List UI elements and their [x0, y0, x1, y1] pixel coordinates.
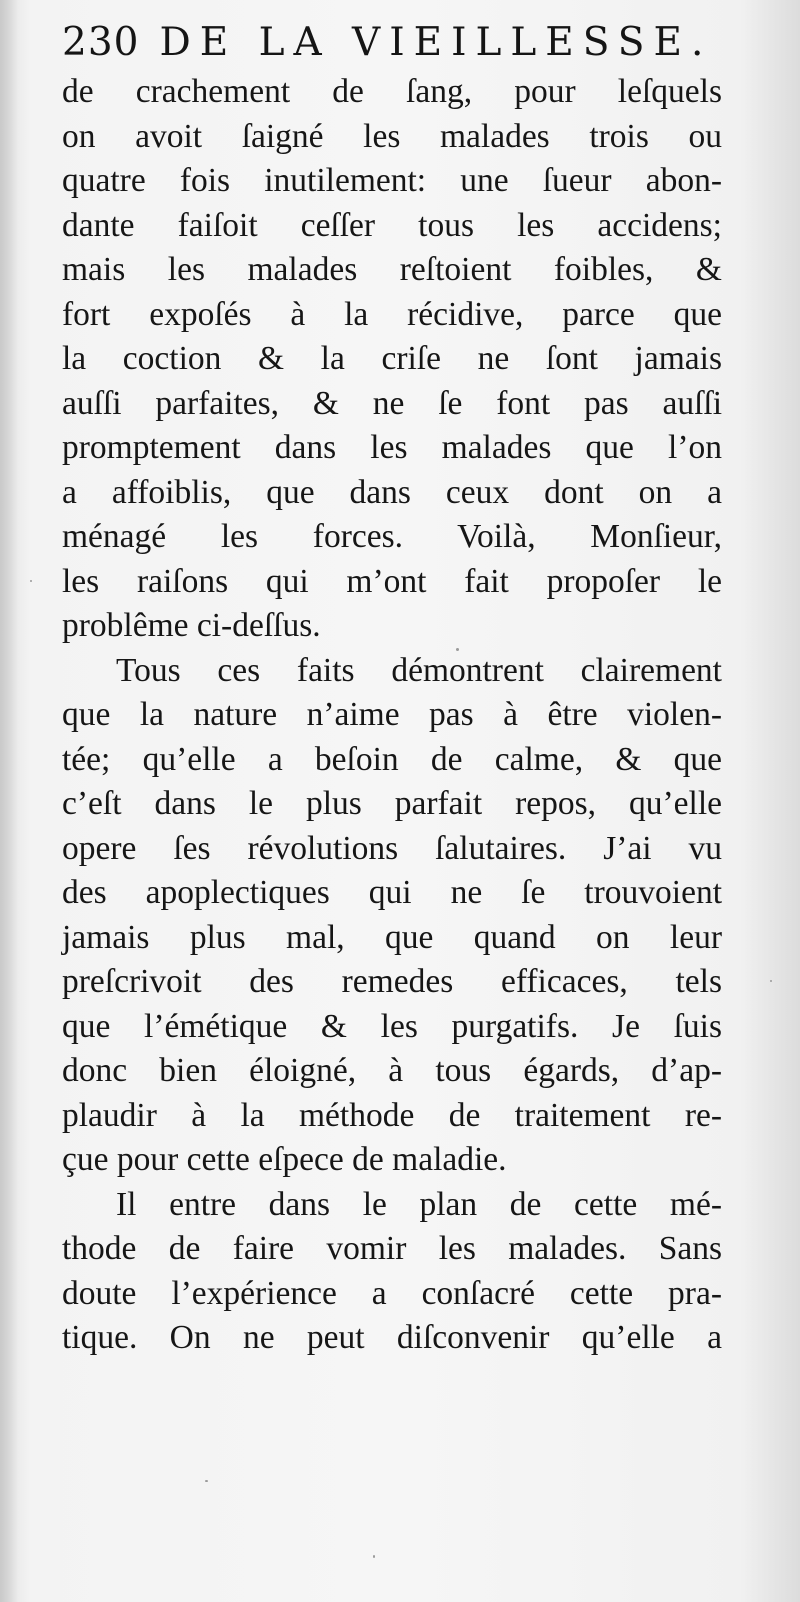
text-line: plaudir à la méthode de traitement re-: [62, 1096, 722, 1134]
text-line: Tous ces faits démontrent clairement: [116, 651, 722, 689]
text-line: jamais plus mal, que quand on leur: [62, 918, 722, 956]
text-line: la coction & la criſe ne ſont jamais: [62, 340, 722, 377]
paper-speck: [373, 1555, 375, 1558]
text-line: dante faiſoit ceſſer tous les accidens;: [62, 206, 722, 244]
text-line: Il entre dans le plan de cette mé-: [116, 1185, 722, 1223]
running-header: [62, 20, 713, 70]
paper-speck: [30, 580, 32, 582]
paper-speck: [456, 648, 459, 651]
text-line: ménagé les forces. Voilà, Monſieur,: [62, 518, 722, 555]
text-line: çue pour cette eſpece de maladie.: [62, 1141, 507, 1178]
text-line: quatre fois inutilement: une ſueur abon-: [62, 162, 722, 199]
text-line: auſſi parfaites, & ne ſe font pas auſſi: [62, 384, 722, 422]
paper-speck: [205, 1480, 208, 1482]
text-line: promptement dans les malades que l’on: [62, 429, 722, 466]
text-line: opere ſes révolutions ſalutaires. J’ai vu: [62, 829, 722, 867]
text-line: on avoit ſaigné les malades trois ou: [62, 117, 722, 155]
page-number: 230: [62, 20, 140, 65]
text-line: doute l’expérience a conſacré cette pra-: [62, 1274, 722, 1312]
text-line: thode de faire vomir les malades. Sans: [62, 1230, 722, 1267]
text-line: tique. On ne peut diſconvenir qu’elle a: [62, 1319, 722, 1356]
text-line: problême ci-deſſus.: [62, 607, 321, 644]
text-line: donc bien éloigné, à tous égards, d’ap-: [62, 1052, 722, 1089]
text-line: des apoplectiques qui ne ſe trouvoient: [62, 874, 722, 911]
gutter-shadow: [0, 0, 18, 1602]
text-line: que la nature n’aime pas à être violen-: [62, 696, 722, 733]
text-line: c’eſt dans le plus parfait repos, qu’elle: [62, 785, 722, 822]
text-line: preſcrivoit des remedes efficaces, tels: [62, 963, 722, 1000]
text-line: fort expoſés à la récidive, parce que: [62, 295, 722, 333]
text-line: que l’émétique & les purgatifs. Je ſuis: [62, 1007, 722, 1045]
text-line: les raiſons qui m’ont fait propoſer le: [62, 562, 722, 600]
body-text: [62, 70, 722, 1361]
paper-speck: [770, 980, 772, 982]
text-line: mais les malades reſtoient foibles, &: [62, 251, 722, 288]
text-line: tée; qu’elle a beſoin de calme, & que: [62, 740, 722, 778]
text-line: de crachement de ſang, pour leſquels: [62, 73, 722, 110]
running-title: DE LA VIEILLESSE.: [159, 20, 713, 65]
text-line: a affoiblis, que dans ceux dont on a: [62, 473, 722, 511]
